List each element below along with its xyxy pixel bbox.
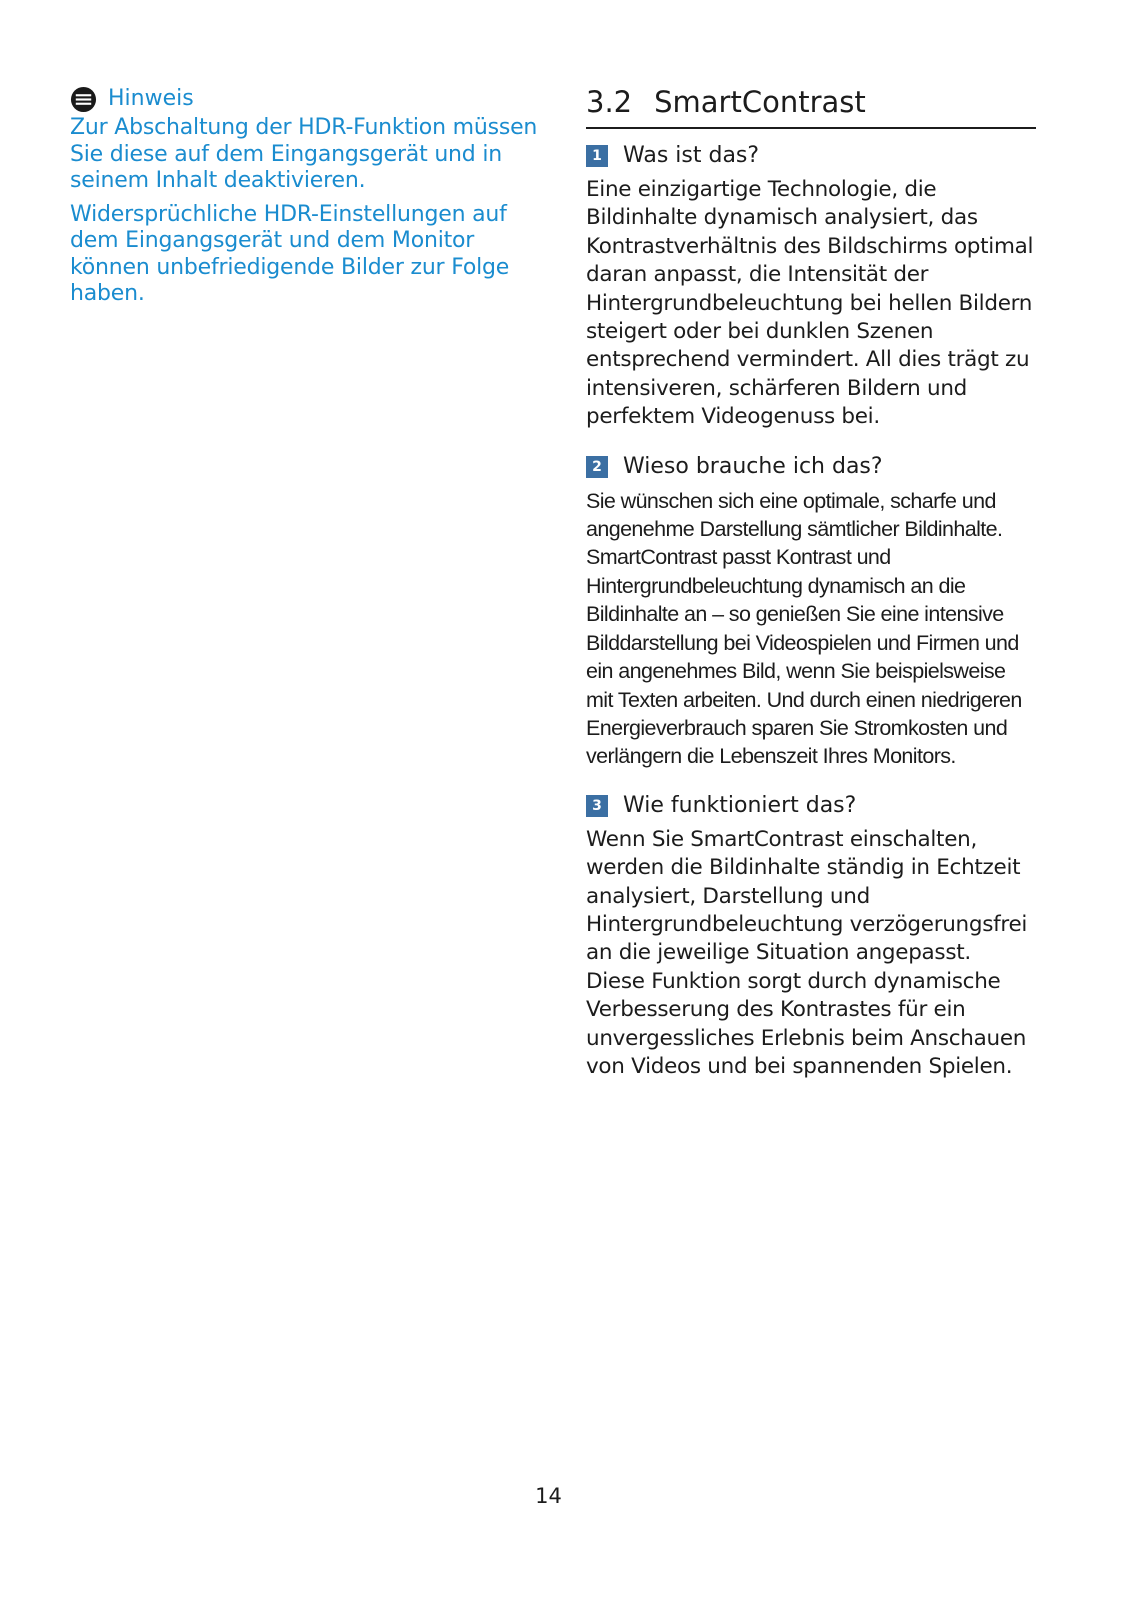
subsection-heading-text: Wieso brauche ich das? <box>623 453 883 479</box>
subsection-body-3: Wenn Sie SmartContrast einschalten, werden die Bildinhalte ständig in Echtzeit analysiert, Darstellung und Hintergrundbeleuchtung verzögerungsfrei an die jeweilige Situation angepasst. Diese Funktion sorgt durch dynamische Verbesserung des Kontrastes für ein unvergessliches Erlebnis beim Anschauen von Videos und bei spannenden Spielen. <box>586 826 1028 1079</box>
section-number: 3.2 <box>586 85 633 119</box>
note-paragraph-2: Widersprüchliche HDR-Einstellungen auf dem Eingangsgerät und dem Monitor können unbefriedigende Bilder zur Folge haben. <box>70 201 510 306</box>
subsection-heading-text: Wie funktioniert das? <box>623 792 857 818</box>
note-heading-label: Hinweis <box>108 86 194 111</box>
subsection-body-1: Eine einzigartige Technologie, die Bildinhalte dynamisch analysiert, das Kontrastverhältnis des Bildschirms optimal daran anpasst, die Intensität der Hintergrundbeleuchtung bei hellen Bildern steigert oder bei dunklen Szenen entsprechend vermindert. All dies trägt zu intensiveren, schärferen Bildern und perfektem Videogenuss bei. <box>586 177 1034 430</box>
subsection-body-2: Sie wünschen sich eine optimale, scharfe und angenehme Darstellung sämtlicher Bildinhalte. SmartContrast passt Kontrast und Hintergrundbeleuchtung dynamisch an die Bildinhalte an – so genießen Sie eine intensive Bilddarstellung bei Videospielen und Firmen und ein angenehmes Bild, wenn Sie beispielsweise mit Texten arbeiten. Und durch einen niedrigeren Energieverbrauch sparen Sie Stromkosten und verlängern die Lebenszeit Ihres Monitors. <box>586 488 1022 769</box>
subsection-heading-2 <box>586 452 1036 482</box>
note-block <box>70 84 540 315</box>
subsection-heading-1 <box>586 141 1036 171</box>
page-number: 14 <box>535 1484 562 1508</box>
number-badge: 3 <box>586 795 608 817</box>
subsection-heading-3 <box>586 791 1036 821</box>
number-badge: 1 <box>586 145 608 167</box>
subsection-heading-text: Was ist das? <box>623 143 760 168</box>
section-title <box>586 84 1036 129</box>
note-paragraph-1: Zur Abschaltung der HDR-Funktion müssen Sie diese auf dem Eingangsgerät und in seinem Inhalt deaktivieren. <box>70 115 538 193</box>
smartcontrast-section <box>586 84 1036 1101</box>
note-icon <box>70 86 97 113</box>
section-title-text: SmartContrast <box>654 85 866 119</box>
note-heading <box>70 84 540 114</box>
number-badge: 2 <box>586 456 608 478</box>
